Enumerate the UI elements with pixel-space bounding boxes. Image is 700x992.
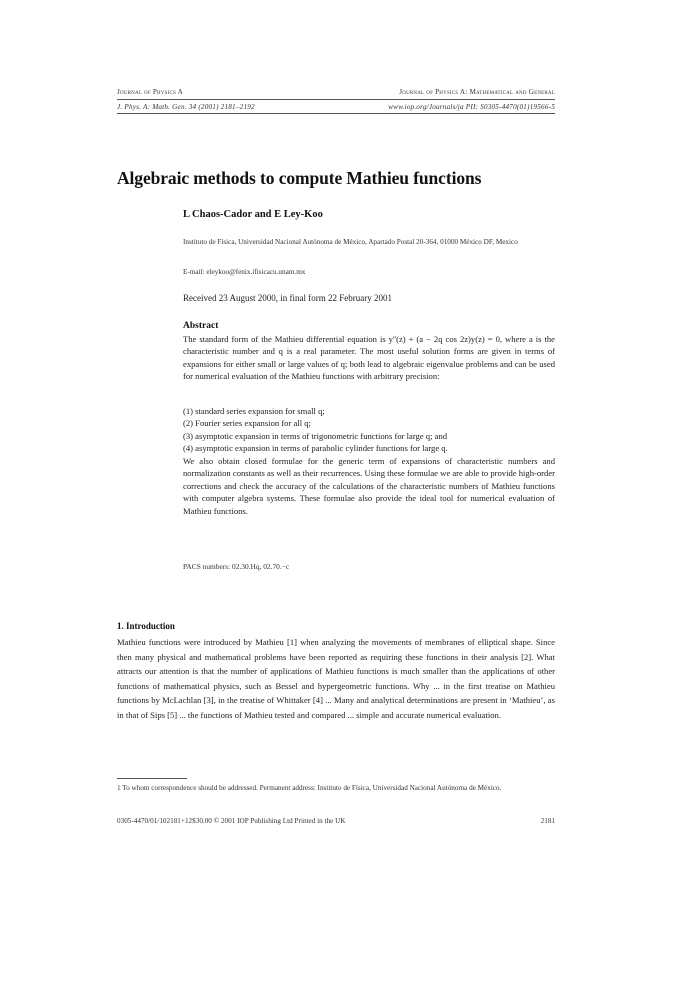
copyright-line: 0305-4470/01/102181+12$30.00 © 2001 IOP Publishing Ltd Printed in the UK — [117, 817, 346, 825]
journal-name: Journal of Physics A — [117, 88, 183, 96]
citation: J. Phys. A: Math. Gen. 34 (2001) 2181–2192 — [117, 103, 255, 111]
header-rule — [117, 99, 555, 100]
journal-url-pii: www.iop.org/Journals/ja PII: S0305-4470(01)19566-5 — [388, 103, 555, 111]
abstract-paragraph-1: The standard form of the Mathieu differential equation is y''(z) + (a − 2q cos 2z)y(z) = 0, where a is the characteristic number and q is a real parameter. The most useful solution forms are given in terms of expansions for either small or large values of q; both lead to algebraic eigenvalue problems and can be used for numerical evaluation of the Mathieu functions with arbitrary precision: — [183, 334, 555, 382]
footnote-rule — [117, 778, 187, 779]
authors: L Chaos-Cador and E Ley-Koo — [183, 209, 323, 220]
footnote: 1 To whom correspondence should be addressed. Permanent address: Instituto de Física, Universidad Nacional Autónoma de México. — [117, 784, 502, 792]
abstract-list — [183, 405, 555, 455]
author-email: E-mail: eleykoo@fenix.ifisicacu.unam.mx — [183, 268, 306, 276]
introduction-text: Mathieu functions were introduced by Mathieu [1] when analyzing the movements of membranes of elliptical shape. Since then many physical and mathematical problems have been reported as requiring these functions in their analysis [2]. What attracts our attention is that the number of applications of Mathieu functions is much smaller than the applications of other functions of mathematical physics, such as Bessel and hypergeometric functions. Why ... in the first treatise on Mathieu functions by McLachlan [3], in the treatise of Whittaker [4] ... Many and analytical determinations are present in ‘Mathieu’, as in that of Sips [5] ... the functions of Mathieu tested and compared ... simple and accurate numerical evaluation. — [117, 637, 555, 720]
section-heading-introduction: 1. Introduction — [117, 621, 175, 631]
header-rule-bottom — [117, 113, 555, 114]
page-number: 2181 — [540, 817, 555, 825]
abstract-list-item: (4) asymptotic expansion in terms of parabolic cylinder functions for large q. — [183, 443, 448, 454]
abstract-list-item: (2) Fourier series expansion for all q; — [183, 418, 311, 429]
journal-full-name: Journal of Physics A: Mathematical and General — [399, 88, 555, 96]
abstract-list-item: (1) standard series expansion for small q; — [183, 406, 325, 416]
abstract-list-item: (3) asymptotic expansion in terms of trigonometric functions for large q; and — [183, 430, 448, 441]
pacs-numbers: PACS numbers: 02.30.Hq, 02.70.−c — [183, 562, 290, 571]
abstract-paragraph-2: We also obtain closed formulae for the generic term of expansions of characteristic numbers and normalization constants as well as their recurrences. Using these formulae we are able to provide high-order corrections and check the accuracy of the calculations of the characteristic numbers of Mathieu functions with computer algebra systems. These formulae also provide the ideal tool for numerical evaluation of Mathieu functions. — [183, 456, 555, 516]
paper-title: Algebraic methods to compute Mathieu functions — [117, 168, 482, 188]
affiliation: Instituto de Física, Universidad Nacional Autónoma de México, Apartado Postal 20-364, 01000 México DF, Mexico — [183, 238, 518, 246]
abstract-heading: Abstract — [183, 321, 219, 331]
received-date: Received 23 August 2000, in final form 22 February 2001 — [183, 293, 392, 303]
